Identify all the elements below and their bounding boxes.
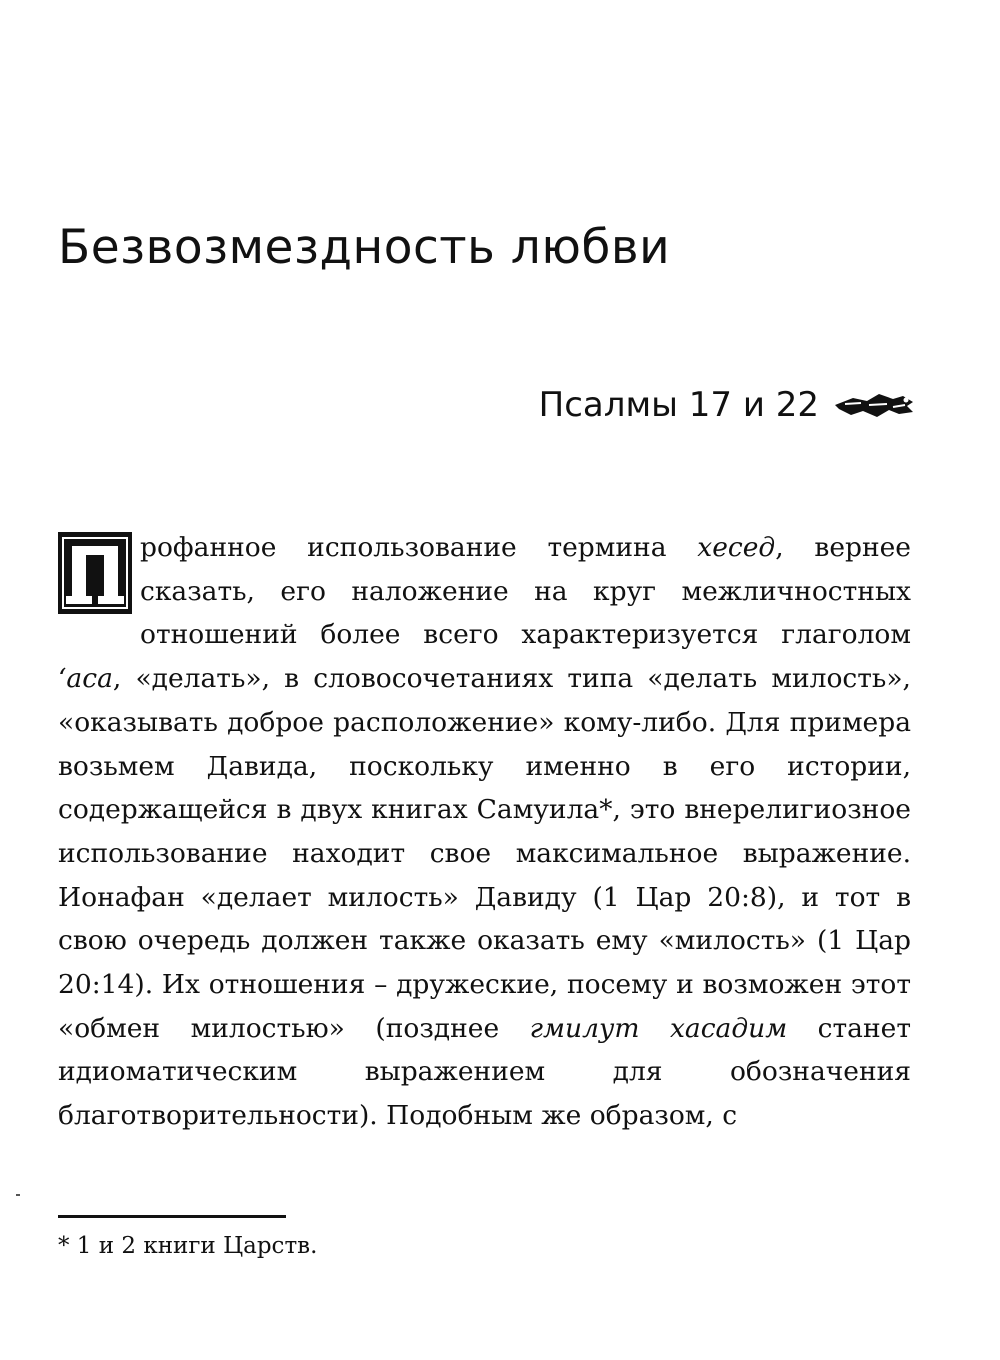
- chapter-subtitle-row: [539, 385, 915, 425]
- dropcap: [58, 532, 132, 614]
- chapter-title: Безвозмездность любви: [58, 220, 671, 275]
- text-segment: рофанное использование термина: [140, 532, 698, 563]
- term-gmilut-hasadim: гмилут хасадим: [529, 1012, 788, 1044]
- text-segment: , это внерелигиозное использование находит свое максимальное выражение. Ионафан «делает милость» Давиду (1 Цар 20:8), и тот в свою очередь должен также оказать ему «милость» (1 Цар 20:14). Их отношения – дружеские, посему и возможен этот «обмен милостью» (позднее: [58, 794, 911, 1044]
- text-segment: , вернее сказать, его наложение на круг межличностных отношений более всего характеризуется глаголом: [140, 532, 911, 651]
- text-segment: станет идиоматическим выражением для обозначения благотворительности). Подобным же образом, с: [58, 1012, 911, 1132]
- body-paragraph: [58, 526, 911, 1138]
- dropcap-letter-graphic: [58, 532, 132, 614]
- footnote-divider: [58, 1215, 286, 1218]
- footnote-marker: *: [599, 794, 613, 826]
- ornament-icon: [833, 388, 915, 422]
- term-asa: ʻаса: [58, 663, 113, 695]
- footnote: * 1 и 2 книги Царств.: [58, 1233, 318, 1259]
- term-hesed: хесед: [697, 532, 776, 563]
- print-speck: [16, 1194, 20, 1196]
- chapter-subtitle: Псалмы 17 и 22: [538, 385, 819, 425]
- text-segment: , «делать», в словосочетаниях типа «делать милость», «оказывать доброе расположение» кому-либо. Для примера возьмем Давида, поскольку именно в его истории, содержащейся в двух книгах Самуила: [58, 663, 911, 826]
